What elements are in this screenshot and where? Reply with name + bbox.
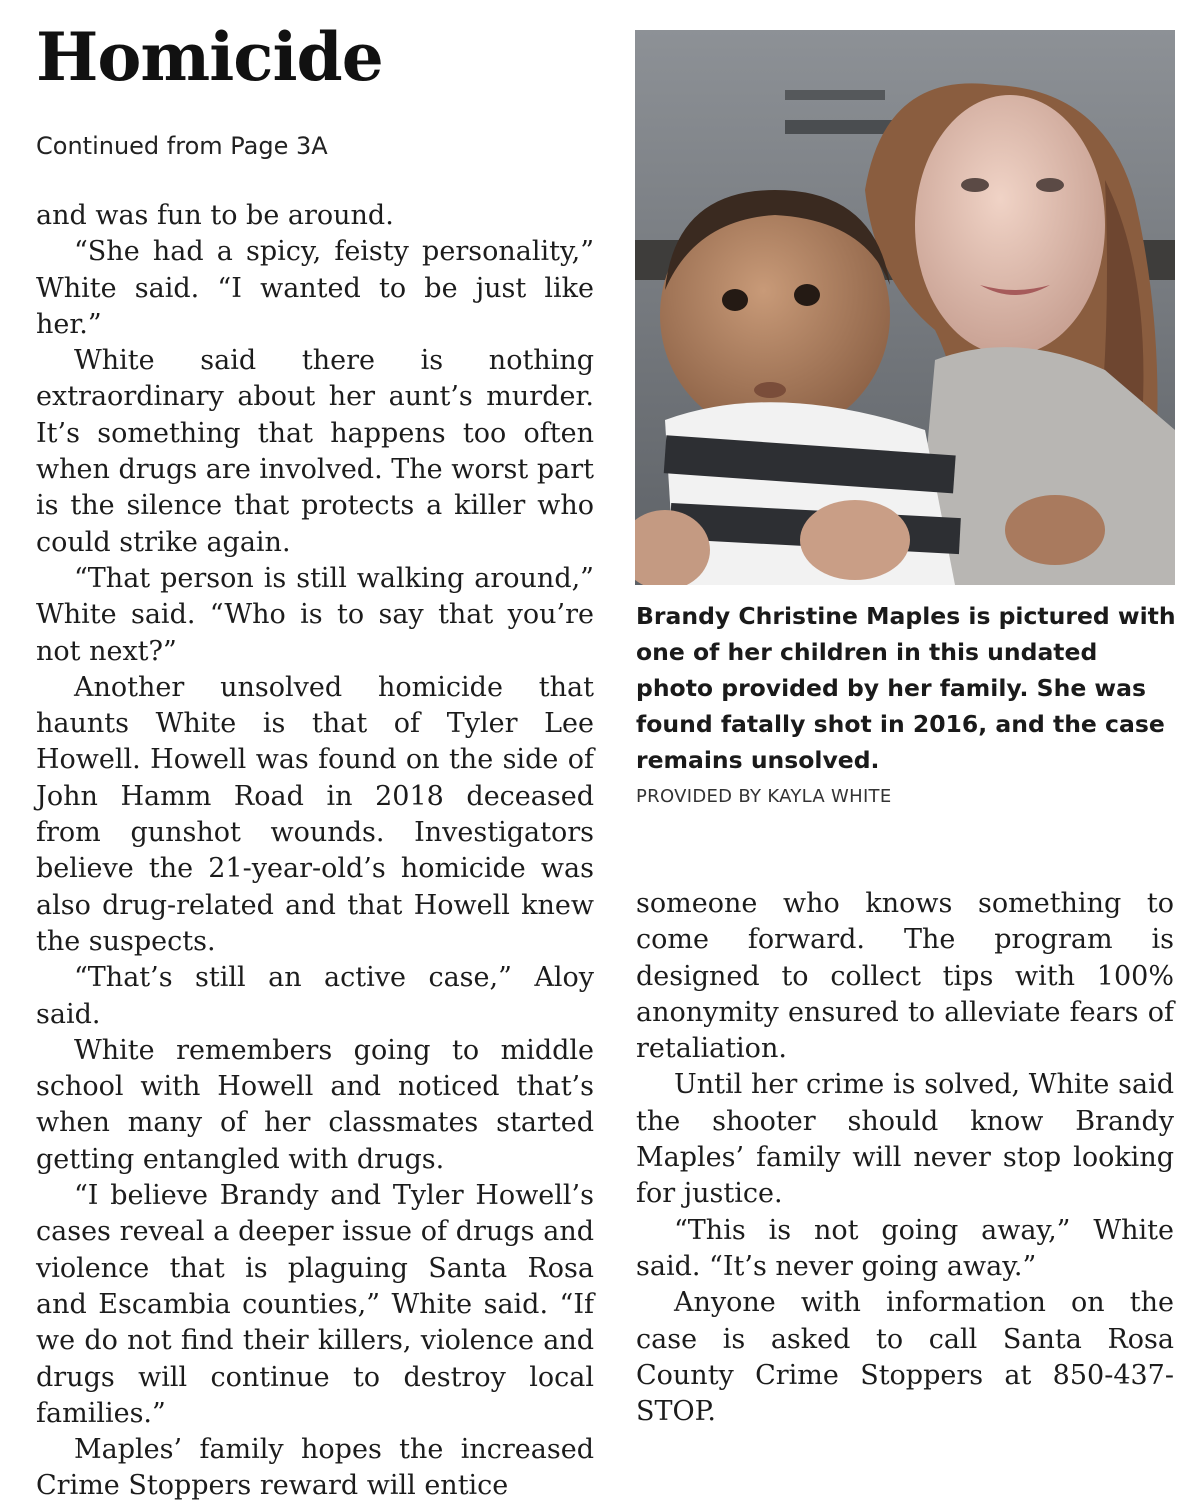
- paragraph: White remembers going to middle school with Howell and noticed that’s when many of her classmates started getting entangled with drugs.: [36, 1034, 594, 1175]
- photo-credit: PROVIDED BY KAYLA WHITE: [636, 786, 892, 807]
- paragraph: Maples’ family hopes the increased Crime Stoppers reward will entice: [36, 1434, 594, 1502]
- headline: Homicide: [36, 18, 383, 96]
- photo-caption: Brandy Christine Maples is pictured with one of her children in this undated photo provided by her family. She was found fatally shot in 2016, and the case remains unsolved.: [636, 602, 1176, 774]
- paragraph: Another unsolved homicide that haunts White is that of Tyler Lee Howell. Howell was found on the side of John Hamm Road in 2018 deceased from gunshot wounds. Investigators believe the 21-year-old’s homicide was also drug-related and that Howell knew the suspects.: [36, 671, 594, 957]
- paragraph: “That person is still walking around,” White said. “Who is to say that you’re not next?”: [36, 562, 594, 667]
- paragraph: someone who knows something to come forward. The program is designed to collect tips with 100% anonymity ensured to alleviate fears of retaliation.: [636, 888, 1174, 1065]
- paragraph: White said there is nothing extraordinary about her aunt’s murder. It’s something that happens too often when drugs are involved. The worst part is the silence that protects a killer who could strike again.: [36, 345, 594, 558]
- jump-line: Continued from Page 3A: [36, 132, 328, 160]
- paragraph: Until her crime is solved, White said the shooter should know Brandy Maples’ family will never stop looking for justice.: [636, 1069, 1174, 1210]
- article-column-right: [636, 886, 1174, 1430]
- paragraph: “She had a spicy, feisty personality,” White said. “I wanted to be just like her.”: [36, 236, 594, 340]
- news-photo: [635, 30, 1175, 585]
- paragraph: “This is not going away,” White said. “It’s never going away.”: [636, 1214, 1174, 1282]
- article-column-left: [36, 198, 594, 1505]
- paragraph: “I believe Brandy and Tyler Howell’s cases reveal a deeper issue of drugs and violence that is plaguing Santa Rosa and Escambia counties,” White said. “If we do not find their killers, violence and drugs will continue to destroy local families.”: [36, 1180, 594, 1429]
- paragraph: Anyone with information on the case is asked to call Santa Rosa County Crime Stoppers at 850-437-STOP.: [636, 1287, 1174, 1428]
- paragraph: “That’s still an active case,” Aloy said.: [36, 962, 594, 1030]
- paragraph: and was fun to be around.: [36, 200, 394, 231]
